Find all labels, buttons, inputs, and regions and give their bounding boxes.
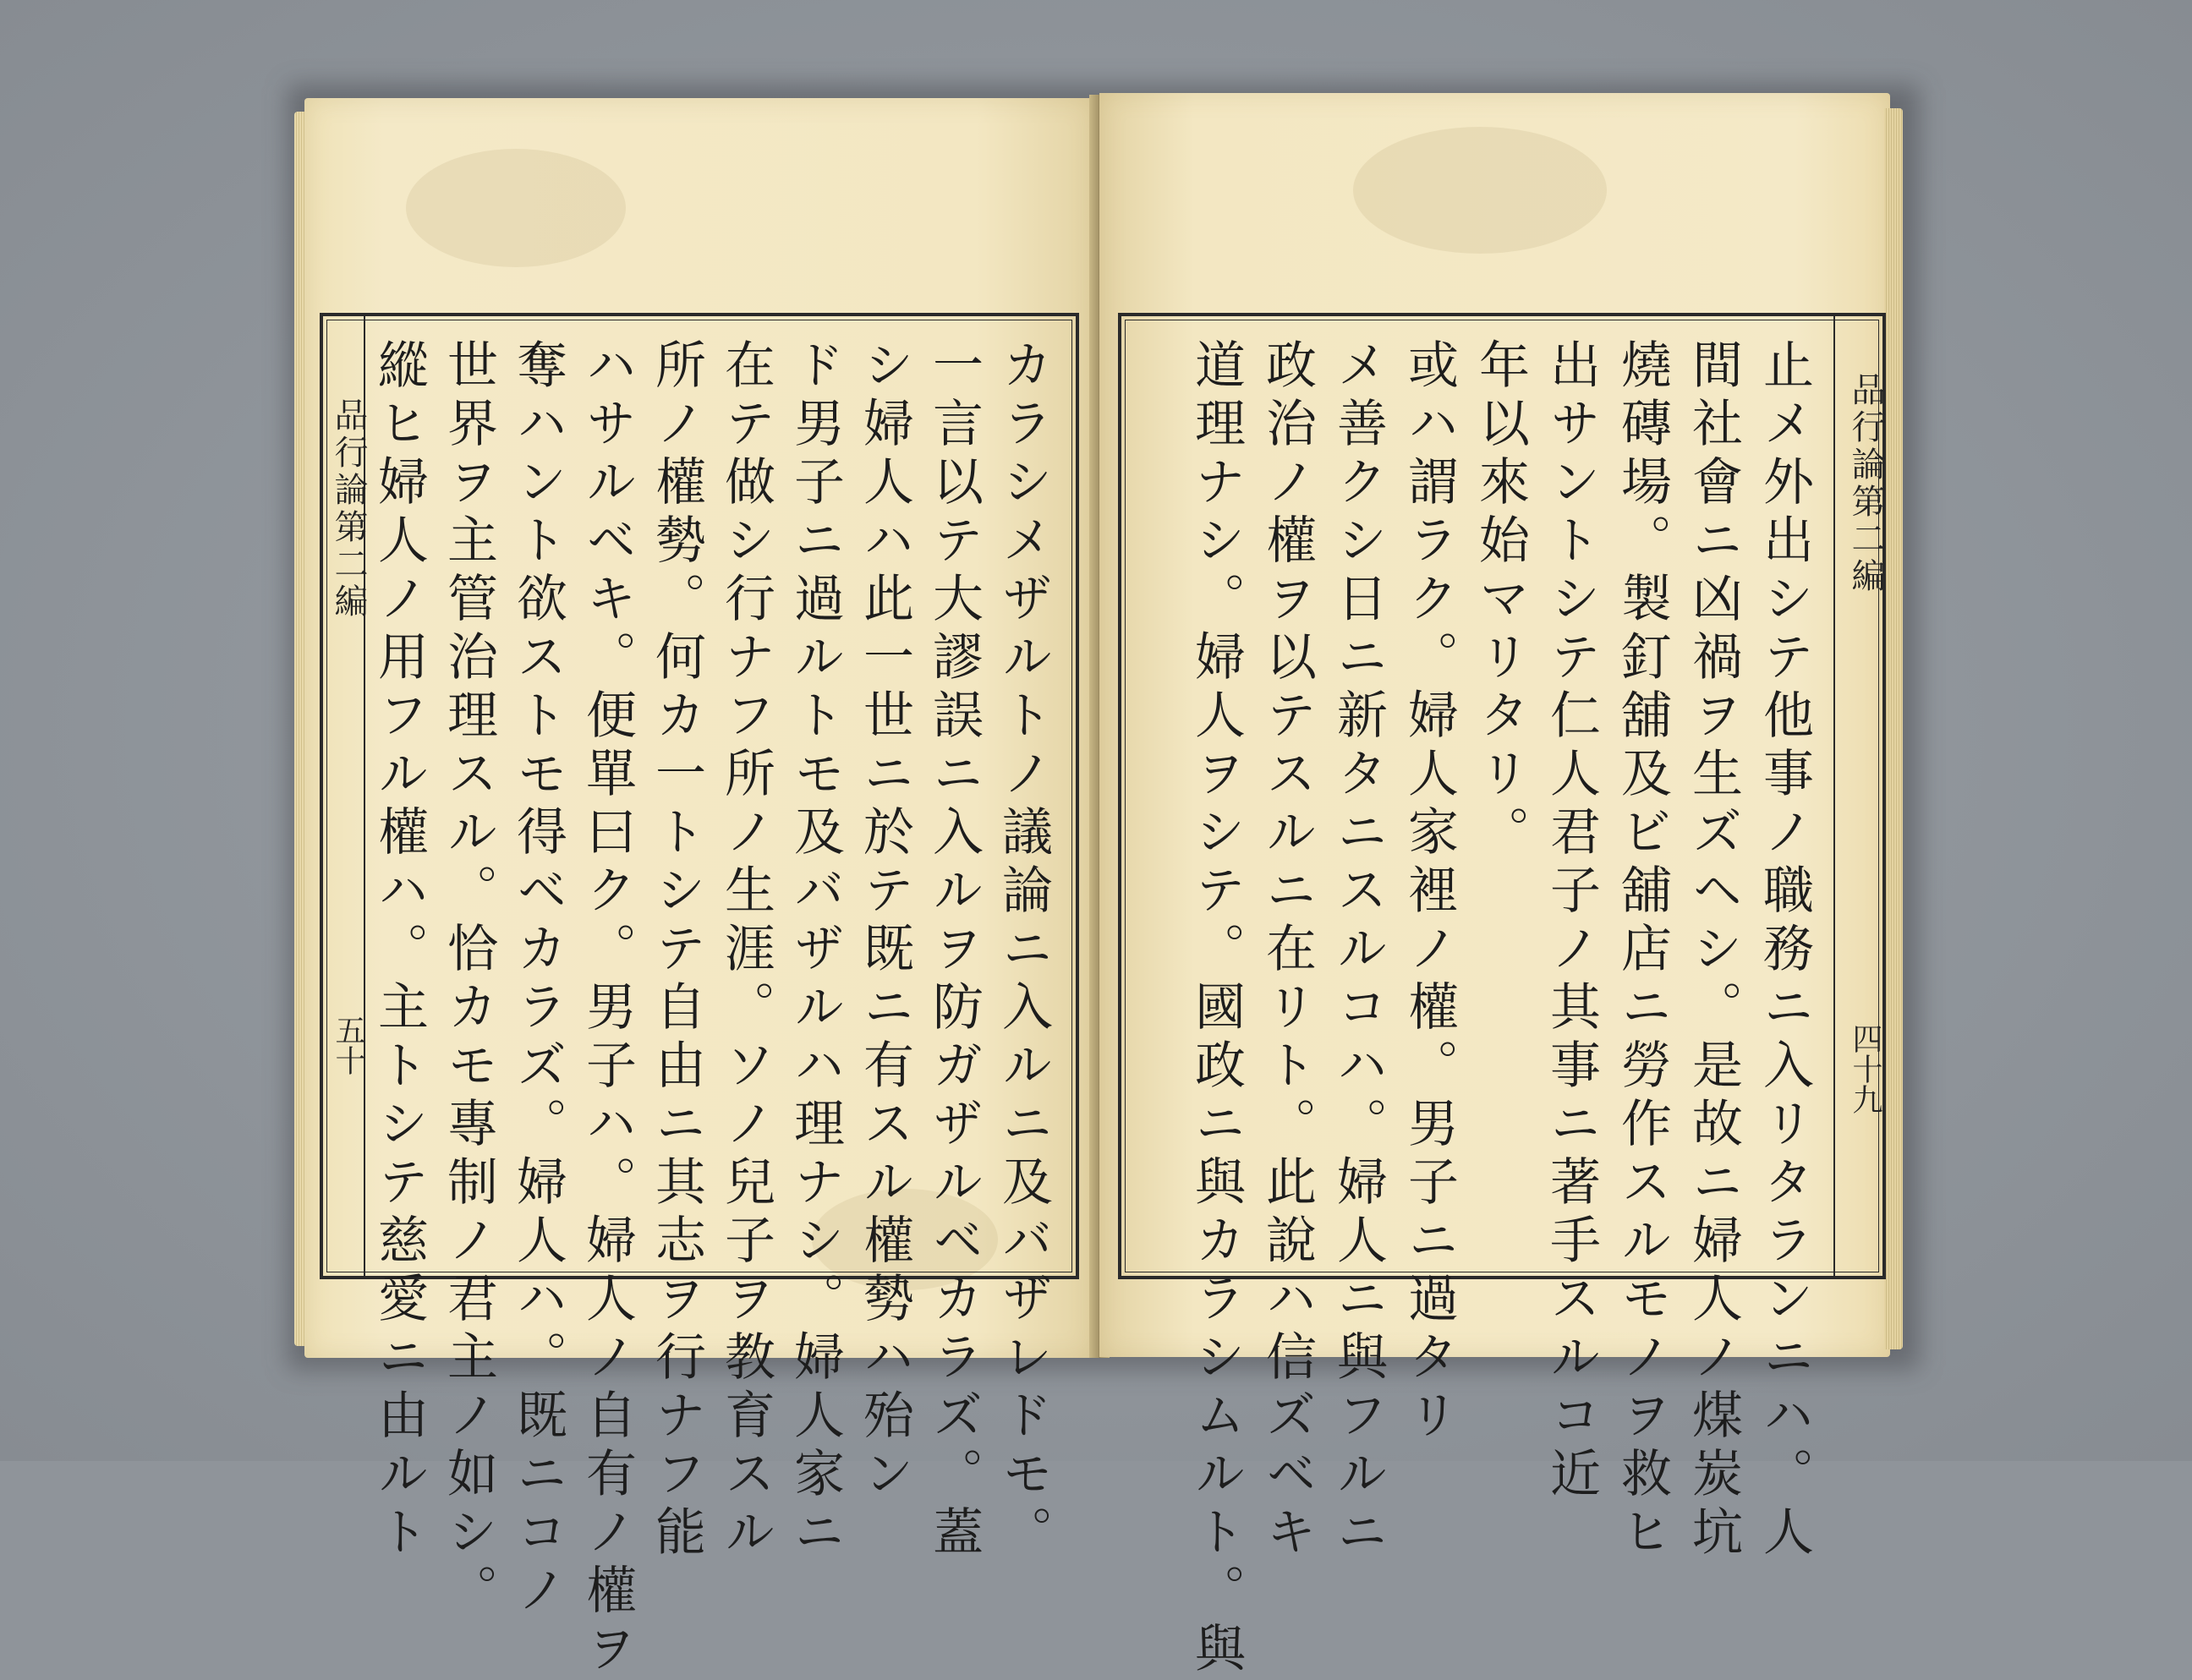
left-column-8: 奪ハント欲ストモ得ベカラズ。婦人ハ。既ニコノ <box>508 338 567 1622</box>
right-column-5: 年以來始マリタリ。 <box>1471 338 1530 863</box>
left-column-4: ド男子ニ過ルトモ及バザルハ理ナシ。婦人家ニ <box>786 338 845 1563</box>
right-hashira-rule <box>1833 313 1835 1279</box>
left-column-6: 所ノ權勢。何カ一トシテ自由ニ其志ヲ行ナフ能 <box>647 338 706 1563</box>
left-column-3: シ婦人ハ此一世ニ於テ既ニ有スル權勢ハ殆ン <box>855 338 914 1505</box>
right-folio: 四十九 <box>1848 1023 1882 1114</box>
right-running-title: 品行論第二編 <box>1846 372 1885 595</box>
right-column-4: 出サントシテ仁人君子ノ其事ニ著手スルコ近 <box>1542 338 1601 1505</box>
left-folio: 五十 <box>331 1015 365 1075</box>
right-page-edges <box>1884 108 1903 1349</box>
left-column-9: 世界ヲ主管治理スル。恰カモ專制ノ君主ノ如シ。 <box>439 338 498 1622</box>
right-column-3: 燒磚場。製釘舖及ビ舖店ニ勞作スルモノヲ救ヒ <box>1613 338 1672 1563</box>
right-column-2: 間社會ニ凶禍ヲ生ズヘシ。是故ニ婦人ノ煤炭坑 <box>1684 338 1743 1563</box>
left-column-7: ハサルベキ。便單曰ク。男子ハ。婦人ノ自有ノ權ヲ <box>578 338 637 1680</box>
right-column-6: 或ハ謂ラク。婦人家裡ノ權。男子ニ過タリ <box>1400 338 1459 1447</box>
left-column-10: 縱ヒ婦人ノ用フル權ハ。主トシテ慈愛ニ由ルト <box>370 338 429 1563</box>
left-column-1: カラシメザルトノ議論ニ入ルニ及バザレドモ。 <box>994 338 1053 1563</box>
left-column-5: 在テ做シ行ナフ所ノ生涯。ソノ兒子ヲ教育スル <box>716 338 775 1563</box>
right-column-1: 止メ外出シテ他事ノ職務ニ入リタランニハ。人 <box>1755 338 1814 1563</box>
paper-stain <box>1353 127 1607 254</box>
right-column-8: 政治ノ權ヲ以テスルニ在リト。此說ハ信ズベキ <box>1258 338 1317 1563</box>
right-column-9: 道理ナシ。婦人ヲシテ。國政ニ與カラシムルト。與 <box>1186 338 1246 1680</box>
left-running-title: 品行論第二編 <box>329 397 368 621</box>
right-column-7: メ善クシ日ニ新タニスルコハ。婦人ニ與フルニ <box>1329 338 1388 1563</box>
paper-stain <box>406 149 626 267</box>
left-column-2: 一言以テ大謬誤ニ入ルヲ防ガザルベカラズ。蓋 <box>924 338 984 1563</box>
